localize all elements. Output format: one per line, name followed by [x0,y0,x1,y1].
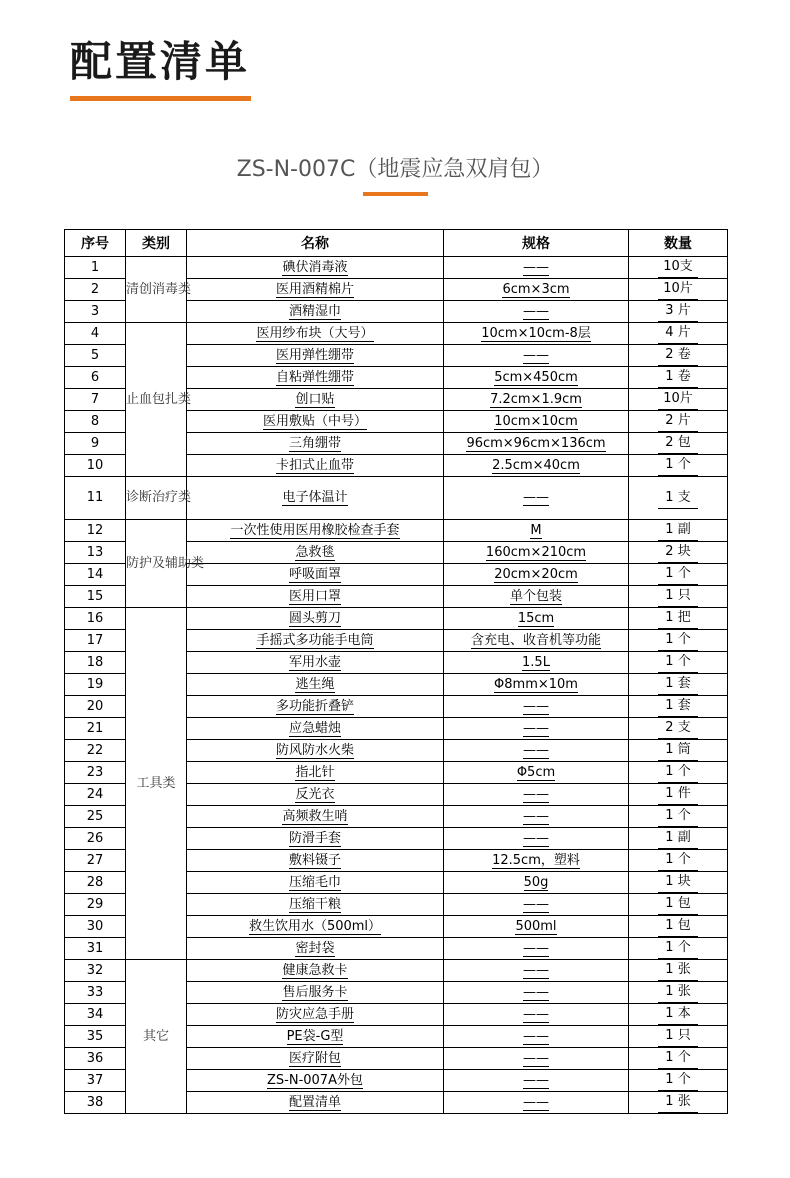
row-number: 24 [65,784,126,806]
row-number: 10 [65,455,126,477]
item-name-cell [187,696,444,718]
item-spec-cell [444,696,629,718]
item-name: 指北针 [295,764,335,780]
item-name: 高频救生哨 [282,808,348,824]
item-qty: 1 张 [658,960,698,981]
item-qty: 2 块 [658,542,698,563]
item-qty-cell [629,520,728,542]
item-name-cell [187,872,444,894]
item-qty: 1 个 [658,455,698,476]
item-name: 压缩干粮 [288,896,341,912]
item-name: 医用纱布块（大号） [256,325,374,341]
item-spec-cell [444,1026,629,1048]
item-qty: 2 支 [658,718,698,739]
item-name-cell [187,1070,444,1092]
item-spec-cell [444,674,629,696]
item-qty: 1 支 [658,488,698,509]
row-number: 32 [65,960,126,982]
item-name: 救生饮用水（500ml） [248,918,382,934]
product-model-title: ZS-N-007C（地震应急双肩包） [236,157,554,182]
item-qty: 2 卷 [658,345,698,366]
item-spec: —— [523,347,549,363]
row-number: 12 [65,520,126,542]
item-spec-cell [444,411,629,433]
table-row [65,257,728,279]
item-spec-cell [444,564,629,586]
row-number: 30 [65,916,126,938]
item-qty-cell [629,894,728,916]
item-qty-cell [629,564,728,586]
item-qty-cell [629,674,728,696]
item-qty: 2 片 [658,411,698,432]
item-qty: 1 张 [658,982,698,1003]
category-cell: 工具类 [126,608,187,960]
item-spec-cell [444,1048,629,1070]
item-qty-cell [629,806,728,828]
item-qty-cell [629,279,728,301]
item-name-cell [187,784,444,806]
item-name-cell [187,674,444,696]
item-name: 酒精湿巾 [288,303,341,319]
item-name: 呼吸面罩 [288,566,341,582]
item-qty: 1 个 [658,762,698,783]
item-name: 健康急救卡 [282,962,348,978]
item-spec: —— [523,742,549,758]
item-name: 碘伏消毒液 [282,259,348,275]
item-qty-cell [629,1092,728,1114]
configuration-table [64,229,728,1114]
item-name: 圆头剪刀 [288,610,341,626]
item-qty-cell [629,938,728,960]
row-number: 33 [65,982,126,1004]
item-spec: —— [523,1006,549,1022]
item-spec: 10cm×10cm-8层 [481,325,591,341]
row-number: 3 [65,301,126,323]
item-spec: —— [523,896,549,912]
row-number: 15 [65,586,126,608]
item-name-cell [187,894,444,916]
item-name-cell [187,608,444,630]
item-qty-cell [629,345,728,367]
item-spec: —— [523,698,549,714]
item-name: 医用酒精棉片 [275,281,354,297]
item-qty-cell [629,828,728,850]
item-qty-cell [629,850,728,872]
item-name-cell [187,630,444,652]
item-spec: —— [523,808,549,824]
item-name-cell [187,762,444,784]
item-qty: 1 副 [658,828,698,849]
item-spec: 5cm×450cm [494,369,578,385]
item-name-cell [187,1026,444,1048]
category-cell: 其它 [126,960,187,1114]
item-spec-cell [444,916,629,938]
row-number: 7 [65,389,126,411]
row-number: 1 [65,257,126,279]
item-name: 多功能折叠铲 [275,698,354,714]
item-qty-cell [629,455,728,477]
item-name-cell [187,1048,444,1070]
item-qty-cell [629,367,728,389]
item-spec: —— [523,984,549,1000]
item-name: 一次性使用医用橡胶检查手套 [230,522,400,538]
item-spec-cell [444,389,629,411]
item-name: 反光衣 [295,786,335,802]
table-header-row [65,230,728,257]
category-cell: 诊断治疗类 [126,477,187,520]
item-qty: 1 本 [658,1004,698,1025]
item-name-cell [187,367,444,389]
item-qty-cell [629,872,728,894]
item-qty-cell [629,1070,728,1092]
row-number: 31 [65,938,126,960]
table-row [65,608,728,630]
item-qty: 3 片 [658,301,698,322]
item-name-cell [187,982,444,1004]
item-name: 自粘弹性绷带 [275,369,354,385]
item-name-cell [187,1092,444,1114]
item-spec-cell [444,1070,629,1092]
item-name-cell [187,257,444,279]
item-spec-cell [444,938,629,960]
column-header-qty: 数量 [629,230,728,257]
item-name: 急救毯 [295,544,335,560]
item-qty-cell [629,608,728,630]
item-name-cell [187,1004,444,1026]
item-name-cell [187,850,444,872]
row-number: 38 [65,1092,126,1114]
item-spec-cell [444,740,629,762]
item-qty: 1 个 [658,806,698,827]
item-spec-cell [444,433,629,455]
item-spec: —— [523,786,549,802]
item-qty: 1 个 [658,1070,698,1091]
row-number: 16 [65,608,126,630]
item-qty: 1 张 [658,1092,698,1113]
item-spec-cell [444,301,629,323]
item-qty-cell [629,630,728,652]
item-name: 逃生绳 [295,676,335,692]
row-number: 34 [65,1004,126,1026]
page-title: 配置清单 [70,37,251,86]
row-number: 21 [65,718,126,740]
column-header-name: 名称 [187,230,444,257]
item-name-cell [187,806,444,828]
row-number: 4 [65,323,126,345]
item-spec-cell [444,542,629,564]
item-spec-cell [444,520,629,542]
item-name-cell [187,455,444,477]
item-qty-cell [629,784,728,806]
category-cell: 止血包扎类 [126,323,187,477]
item-qty-cell [629,323,728,345]
item-qty-cell [629,257,728,279]
item-spec-cell [444,279,629,301]
row-number: 8 [65,411,126,433]
item-name: 卡扣式止血带 [275,457,354,473]
title-underline [70,96,251,101]
item-name: 手摇式多功能手电筒 [256,632,374,648]
item-qty-cell [629,433,728,455]
item-spec: 6cm×3cm [502,281,570,297]
row-number: 29 [65,894,126,916]
item-spec: 含充电、收音机等功能 [470,632,601,648]
item-qty: 10支 [658,257,698,278]
item-qty-cell [629,982,728,1004]
item-spec: 96cm×96cm×136cm [466,435,606,451]
item-spec-cell [444,1092,629,1114]
item-qty: 1 套 [658,674,698,695]
item-spec-cell [444,477,629,520]
row-number: 14 [65,564,126,586]
item-spec: 20cm×20cm [494,566,578,582]
row-number: 20 [65,696,126,718]
row-number: 22 [65,740,126,762]
item-name: 应急蜡烛 [288,720,341,736]
item-spec: 50g [523,874,549,890]
item-spec: —— [523,940,549,956]
row-number: 6 [65,367,126,389]
item-spec: 15cm [517,610,555,626]
item-name-cell [187,411,444,433]
item-qty: 4 片 [658,323,698,344]
item-name: 防滑手套 [288,830,341,846]
item-qty-cell [629,542,728,564]
item-spec: —— [523,303,549,319]
row-number: 17 [65,630,126,652]
item-qty: 1 卷 [658,367,698,388]
category-cell: 清创消毒类 [126,257,187,323]
item-qty-cell [629,960,728,982]
item-name: 医用口罩 [288,588,341,604]
item-qty: 1 套 [658,696,698,717]
item-qty-cell [629,1048,728,1070]
item-qty-cell [629,1004,728,1026]
item-name: ZS-N-007A外包 [267,1072,363,1088]
item-spec: —— [523,720,549,736]
item-name-cell [187,718,444,740]
item-spec-cell [444,257,629,279]
item-spec: 7.2cm×1.9cm [490,391,582,407]
item-spec-cell [444,784,629,806]
item-name: 敷料镊子 [288,852,341,868]
item-name-cell [187,433,444,455]
item-spec-cell [444,894,629,916]
item-spec-cell [444,718,629,740]
item-spec-cell [444,608,629,630]
row-number: 35 [65,1026,126,1048]
item-qty: 1 个 [658,652,698,673]
item-qty-cell [629,652,728,674]
item-spec: —— [523,1094,549,1110]
item-name-cell [187,323,444,345]
row-number: 37 [65,1070,126,1092]
column-header-category: 类别 [126,230,187,257]
item-name: 防灾应急手册 [275,1006,354,1022]
item-name-cell [187,652,444,674]
item-name: 防风防水火柴 [275,742,354,758]
table-row [65,323,728,345]
item-name: 密封袋 [295,940,335,956]
item-qty-cell [629,740,728,762]
item-spec-cell [444,455,629,477]
item-name-cell [187,916,444,938]
item-name-cell [187,345,444,367]
category-cell: 防护及辅助类 [126,520,187,608]
item-spec: 500ml [515,918,557,934]
item-qty: 1 件 [658,784,698,805]
item-name: 售后服务卡 [282,984,348,1000]
item-name-cell [187,564,444,586]
item-qty: 1 个 [658,850,698,871]
row-number: 27 [65,850,126,872]
item-spec-cell [444,586,629,608]
item-spec: Φ8mm×10m [494,676,578,692]
item-name-cell [187,828,444,850]
item-spec: 12.5cm，塑料 [492,852,580,868]
item-spec: —— [523,1072,549,1088]
item-spec: —— [523,1028,549,1044]
column-header-no: 序号 [65,230,126,257]
item-qty: 1 副 [658,520,698,541]
item-name: 三角绷带 [288,435,341,451]
item-spec: 160cm×210cm [485,544,587,560]
item-qty-cell [629,916,728,938]
item-name-cell [187,586,444,608]
item-name: 医疗附包 [288,1050,341,1066]
item-name-cell [187,279,444,301]
item-spec: M [530,522,542,538]
item-spec-cell [444,982,629,1004]
row-number: 11 [65,477,126,520]
item-name: 军用水壶 [288,654,341,670]
item-qty: 10片 [658,389,698,410]
item-spec: 10cm×10cm [494,413,578,429]
item-name: 压缩毛巾 [288,874,341,890]
item-name: 医用弹性绷带 [275,347,354,363]
item-name-cell [187,389,444,411]
item-qty: 1 个 [658,630,698,651]
item-qty: 1 个 [658,564,698,585]
item-qty: 1 把 [658,608,698,629]
item-name: 电子体温计 [282,490,348,505]
row-number: 2 [65,279,126,301]
item-qty-cell [629,477,728,520]
item-name-cell [187,301,444,323]
item-name-cell [187,938,444,960]
item-qty: 10片 [658,279,698,300]
item-qty: 1 个 [658,1048,698,1069]
item-spec-cell [444,806,629,828]
row-number: 28 [65,872,126,894]
item-name-cell [187,542,444,564]
item-qty: 1 只 [658,586,698,607]
row-number: 36 [65,1048,126,1070]
item-name-cell [187,477,444,520]
item-spec-cell [444,828,629,850]
item-name: 配置清单 [288,1094,341,1110]
row-number: 9 [65,433,126,455]
row-number: 5 [65,345,126,367]
table-body [65,257,728,1114]
item-name-cell [187,740,444,762]
item-spec-cell [444,1004,629,1026]
item-spec-cell [444,323,629,345]
item-qty: 1 块 [658,872,698,893]
item-qty: 2 包 [658,433,698,454]
item-name-cell [187,520,444,542]
column-header-spec: 规格 [444,230,629,257]
item-spec-cell [444,960,629,982]
item-qty-cell [629,696,728,718]
item-spec: 单个包装 [509,588,562,604]
item-qty: 1 包 [658,894,698,915]
item-qty: 1 筒 [658,740,698,761]
item-qty-cell [629,1026,728,1048]
item-spec-cell [444,872,629,894]
item-spec: —— [523,490,549,505]
subtitle-underline [363,192,428,196]
row-number: 25 [65,806,126,828]
item-spec: —— [523,830,549,846]
item-name: 医用敷贴（中号） [262,413,367,429]
item-name-cell [187,960,444,982]
item-qty-cell [629,762,728,784]
item-spec: —— [523,259,549,275]
item-qty: 1 个 [658,938,698,959]
item-qty-cell [629,301,728,323]
item-spec-cell [444,652,629,674]
item-qty: 1 包 [658,916,698,937]
row-number: 18 [65,652,126,674]
item-name: 创口贴 [295,391,335,407]
item-qty-cell [629,389,728,411]
row-number: 26 [65,828,126,850]
item-spec: Φ5cm [516,764,556,780]
item-spec: 1.5L [522,654,550,670]
item-qty-cell [629,586,728,608]
item-qty: 1 只 [658,1026,698,1047]
item-spec-cell [444,850,629,872]
item-qty-cell [629,411,728,433]
item-qty-cell [629,718,728,740]
item-name: PE袋-G型 [286,1028,344,1044]
table-row [65,477,728,520]
row-number: 13 [65,542,126,564]
row-number: 23 [65,762,126,784]
item-spec: —— [523,1050,549,1066]
item-spec-cell [444,762,629,784]
table-row [65,520,728,542]
item-spec-cell [444,630,629,652]
table-row [65,960,728,982]
row-number: 19 [65,674,126,696]
item-spec: —— [523,962,549,978]
item-spec: 2.5cm×40cm [492,457,580,473]
item-spec-cell [444,367,629,389]
item-spec-cell [444,345,629,367]
